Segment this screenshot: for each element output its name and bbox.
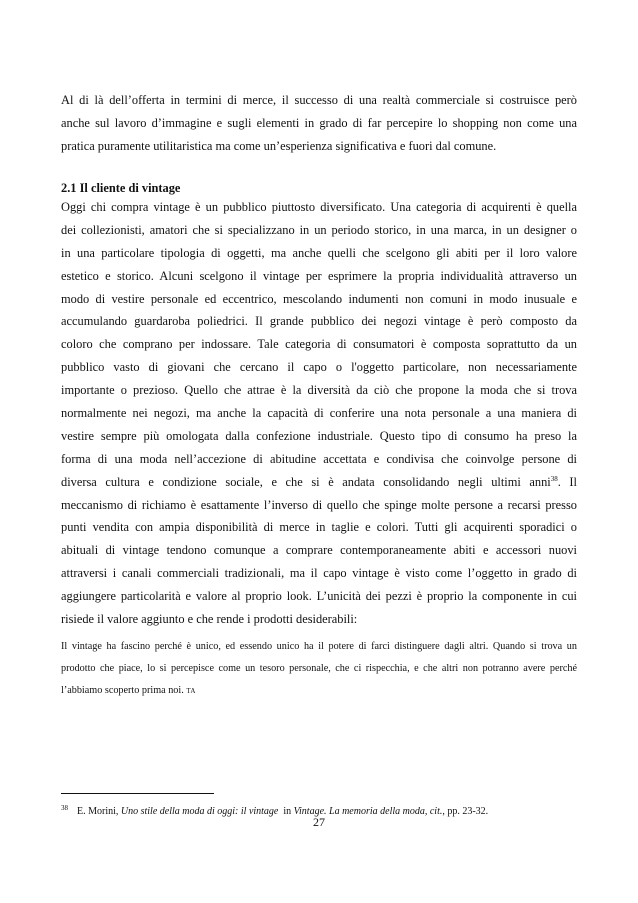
text-line: punti vendita con ampia disponibilità di merce in taglie e colori. Tutti gli acquirenti sporadici o [61,520,577,535]
text-line: anche sul lavoro d’immagine e sugli elementi in grado di far percepire lo shopping non come una [61,115,577,130]
text-line: in una particolare tipologia di oggetti, ma anche quelli che scelgono gli abiti per il loro valore [61,245,577,260]
text-line: aggiungere particolarità e valore al proprio look. L’unicità dei pezzi è proprio la componente in cui [61,589,577,604]
paragraph-intro [61,89,577,158]
text-line: abituali di vintage tendono comunque a comprare contemporaneamente abiti e accessori nuovi [61,543,577,558]
paragraph-cliente-vintage [61,196,577,631]
footnote-title: Uno stile della moda di oggi: il vintage [120,806,279,817]
text-line: accumulando guardaroba poliedrici. Il grande pubblico dei negozi vintage è però composto da [61,314,577,329]
text-line: Oggi chi compra vintage è un pubblico piuttosto diversificato. Una categoria di acquirenti è quella [61,200,577,214]
page-number: 27 [313,815,325,829]
quote-fragment: l’abbiamo scoperto prima noi. [61,684,184,696]
text-line: forma di una moda nell’accezione di abitudine accettata e condivisa che coinvolge persone di [61,451,577,466]
quote-mark: TA [186,686,196,695]
text-line: Al di là dell’offerta in termini di merce, il successo di una realtà commerciale si costruisce però [61,93,577,107]
footnote-reference[interactable]: 38 [550,474,558,483]
footnote-number: 38 [61,804,68,812]
text-line: attraversi i canali commerciali tradizionali, ma il capo vintage è visto come l’oggetto in grado di [61,566,577,581]
text-line: pratica puramente utilitaristica ma come un’esperienza significativa e fuori dal comune. [61,138,497,153]
text-line: modo di vestire personale ed eccentrico, mescolando indumenti non comuni in modo inusuale e [61,291,577,306]
quote-line [61,680,577,702]
footnote-author: E. Morini, [77,806,119,817]
text-line: meccanismo di richiamo è esattamente l’inverso di quello che spinge molte persone a recarsi presso [61,497,577,512]
footnote-source: Vintage. La memoria della moda, cit. [293,806,443,817]
footnote-separator [61,793,214,794]
block-quote [61,636,577,701]
text-line: pubblico vasto di giovani che cercano il capo o l'oggetto particolare, non necessariamente [61,360,577,375]
text-line-with-footnote-ref [61,471,577,494]
text-line: dei collezionisti, amatori che si specializzano in un periodo storico, in una marca, in un designer o [61,222,577,237]
section-heading: 2.1 Il cliente di vintage [61,181,181,195]
footnote-pages: , pp. 23-32. [442,806,489,817]
text-line: coloro che comprano per indossare. Tale categoria di consumatori è composta soprattutto da un [61,337,577,352]
text-fragment: . Il [557,474,578,489]
quote-line: Il vintage ha fascino perché è unico, ed essendo unico ha il potere di farci distinguere dagli altri. Quando si trova un [61,641,577,652]
text-line: estetico e storico. Alcuni scelgono il vintage per esprimere la propria individualità attraverso un [61,268,577,283]
text-line: risiede il valore aggiunto e che rende i prodotti desiderabili: [61,612,358,627]
footnote-in: in [283,806,292,817]
text-line: normalmente nei negozi, ma anche la capacità di conferire una nota personale a una maniera di [61,406,577,421]
text-line: vestire sempre più omologata dalla confezione industriale. Questo tipo di consumo ha preso la [61,428,577,443]
text-line: importante o prezioso. Quello che attrae è la diversità da ciò che propone la moda che si trova [61,383,577,398]
text-fragment: diversa cultura e condizione sociale, e che si è andata consolidando negli ultimi anni [61,474,551,489]
quote-line: prodotto che piace, lo si percepisce come un tesoro personale, che ci rispecchia, e che altri non potranno avere perché [61,662,577,674]
